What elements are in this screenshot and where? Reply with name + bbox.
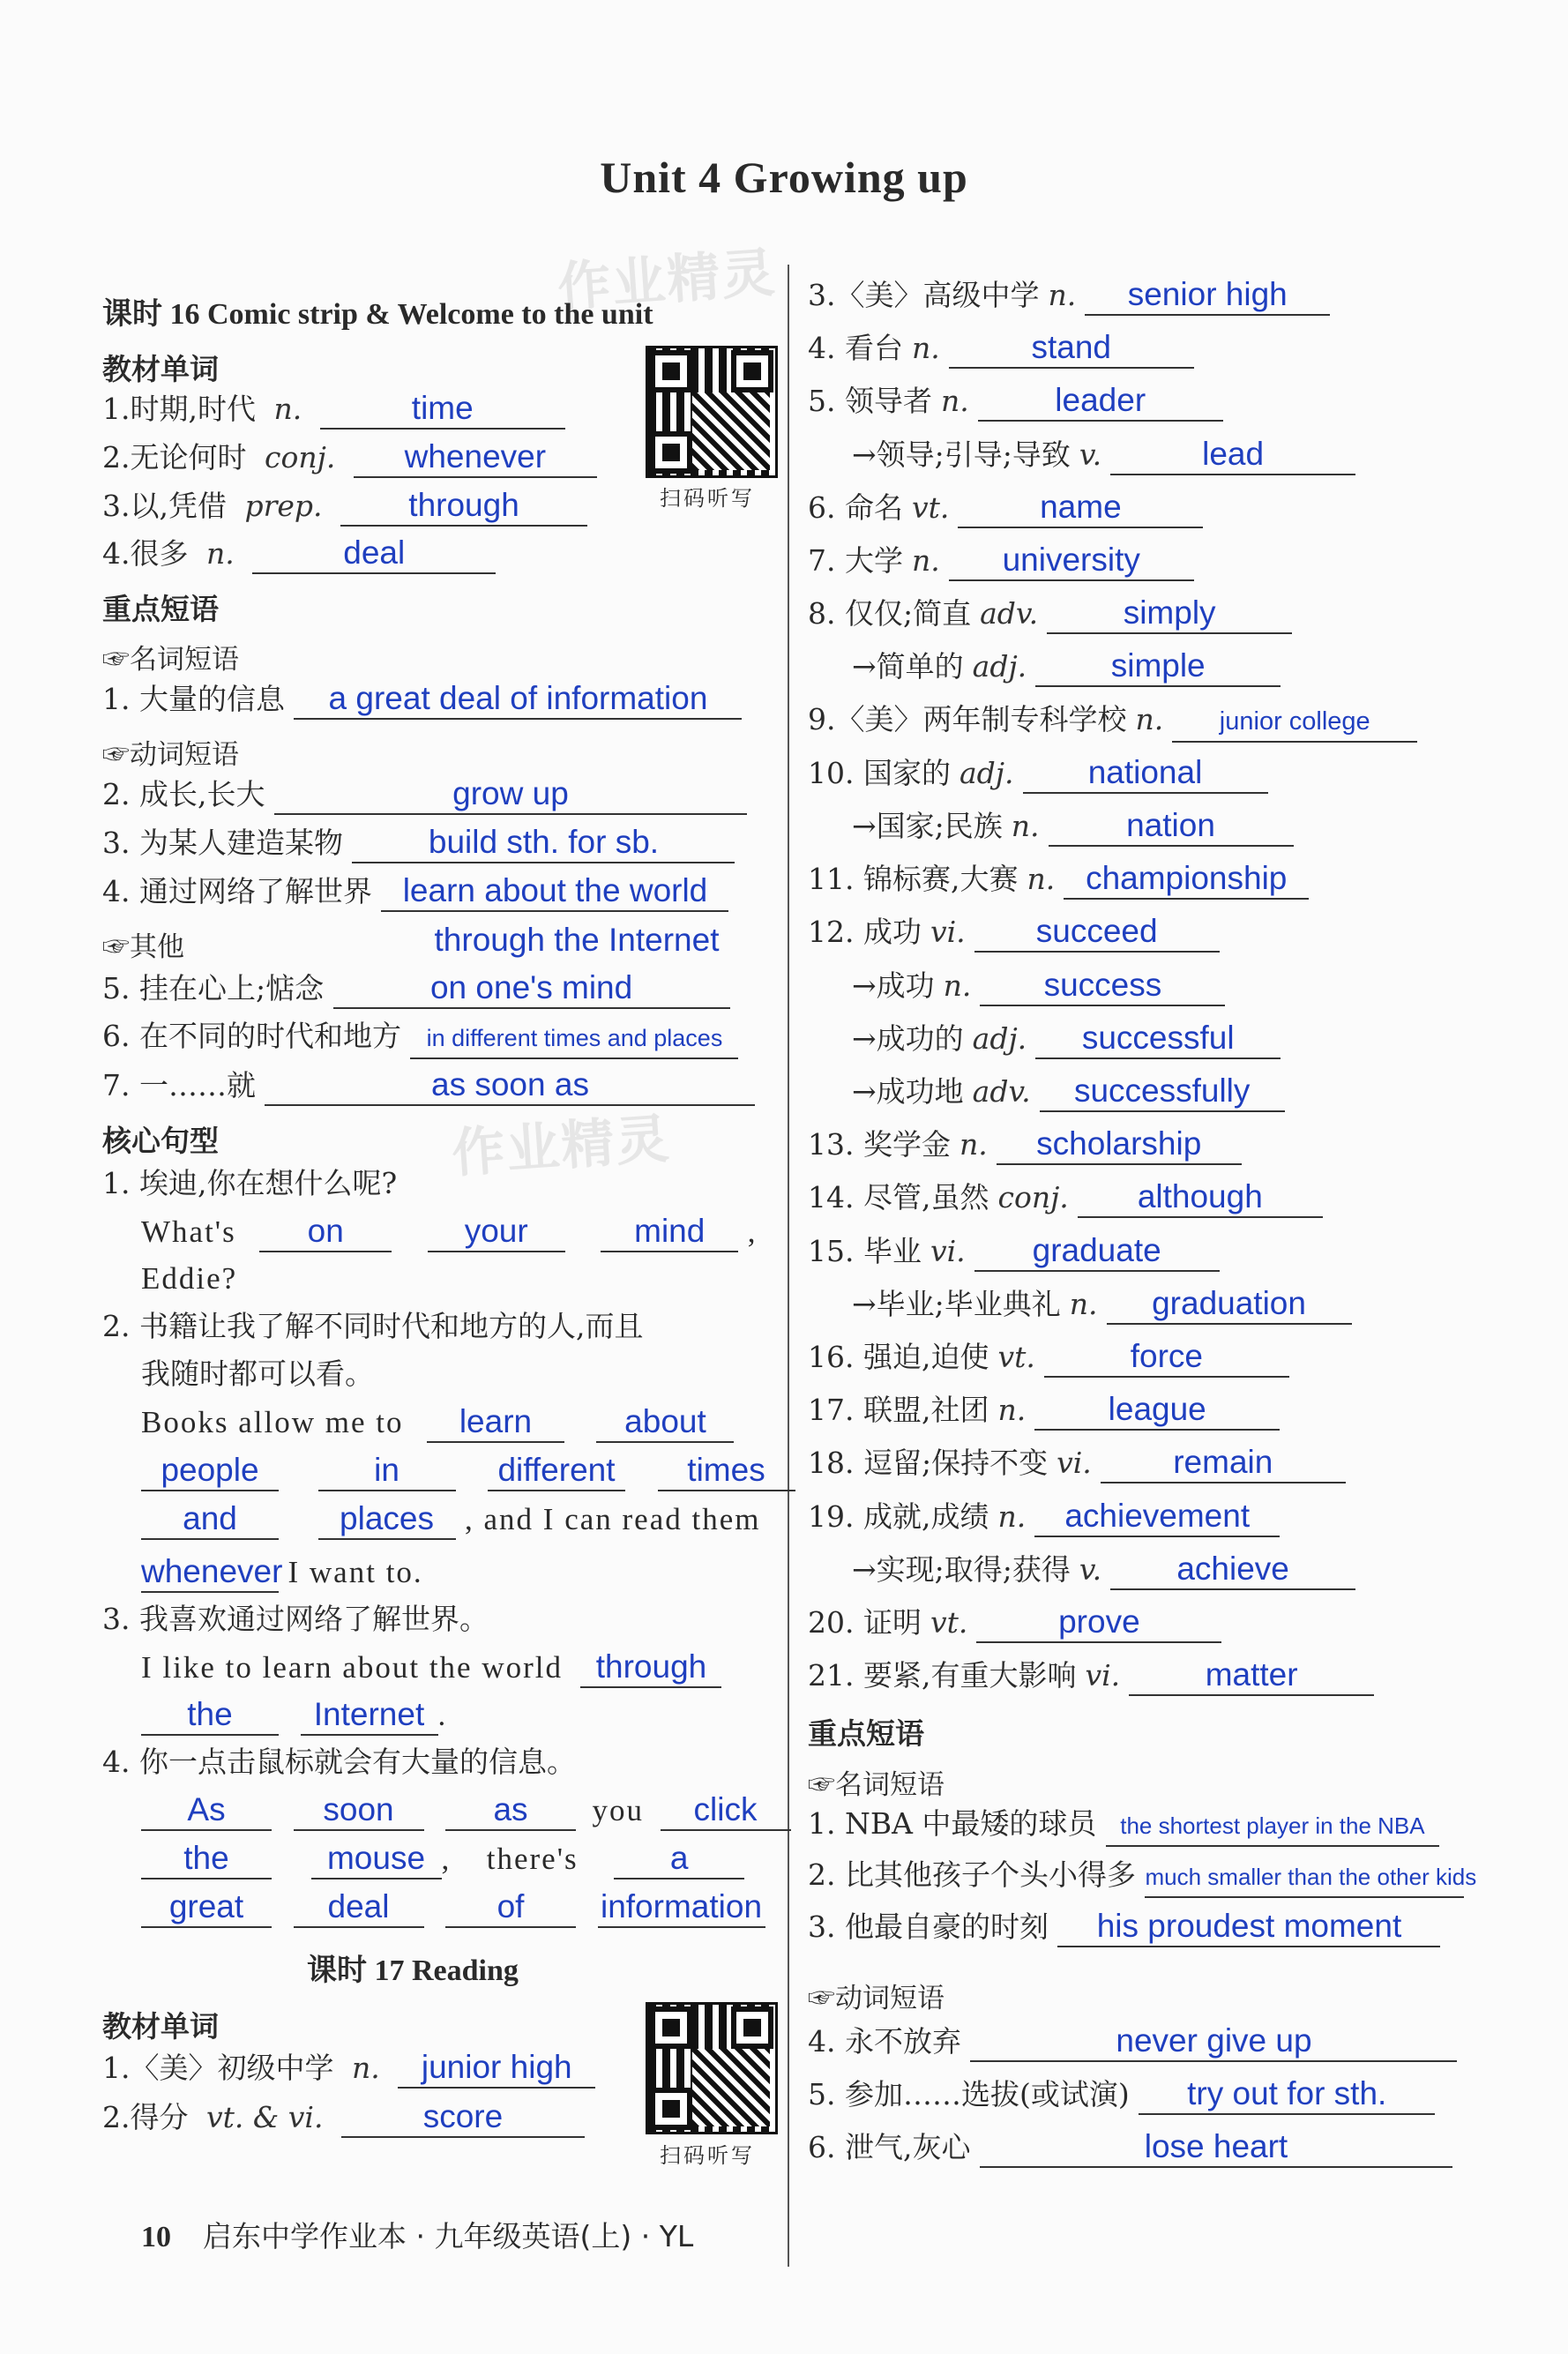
sentence-1-en: What's on your mind , bbox=[141, 1212, 757, 1252]
answer-blank[interactable]: name bbox=[958, 488, 1203, 528]
vocab-item: 3.〈美〉高级中学 n. senior high bbox=[808, 275, 1330, 316]
vocab-derived-item: →领导;引导;导致 v. lead bbox=[852, 435, 1355, 475]
phrase-item: 5. 参加……选拔(或试演) try out for sth. bbox=[808, 2074, 1435, 2115]
answer-blank[interactable]: university bbox=[949, 541, 1194, 581]
answer-blank[interactable]: lose heart bbox=[980, 2127, 1452, 2168]
answer-blank[interactable]: successfully bbox=[1040, 1072, 1285, 1112]
answer-blank[interactable]: as bbox=[445, 1790, 576, 1831]
vocab-item: 9.〈美〉两年制专科学校 n. junior college bbox=[808, 700, 1417, 743]
page-number: 10 bbox=[141, 2221, 171, 2253]
vocab-item: 2.无论何时 conj. whenever bbox=[102, 437, 597, 478]
answer-blank[interactable]: simply bbox=[1047, 594, 1292, 634]
phrase-item: 3. 他最自豪的时刻 his proudest moment bbox=[808, 1907, 1440, 1947]
answer-blank[interactable]: deal bbox=[294, 1887, 424, 1928]
column-divider bbox=[788, 265, 789, 2267]
page-footer bbox=[141, 2214, 693, 2255]
answer-blank[interactable]: Internet bbox=[301, 1695, 438, 1736]
answer-blank[interactable]: through the Internet bbox=[434, 922, 720, 958]
vocab-item: 2.得分 vt. & vi. score bbox=[102, 2097, 585, 2138]
answer-blank[interactable]: championship bbox=[1064, 859, 1309, 900]
sentence-1-en-cont: Eddie? bbox=[141, 1261, 238, 1296]
unit-title: Unit 4 Growing up bbox=[600, 153, 968, 202]
watermark: 作业精灵 bbox=[450, 1108, 673, 1185]
vocab-item: 12. 成功 vi. succeed bbox=[808, 912, 1220, 953]
watermark: 作业精灵 bbox=[556, 242, 779, 319]
sentence-2-zh: 2. 书籍让我了解不同时代和地方的人,而且 bbox=[102, 1309, 644, 1343]
phrase-item-cont bbox=[402, 921, 751, 960]
answer-blank[interactable]: junior college bbox=[1172, 702, 1417, 743]
answer-blank[interactable]: soon bbox=[294, 1790, 424, 1831]
answer-blank[interactable]: people bbox=[141, 1451, 279, 1491]
answer-blank[interactable]: mouse bbox=[311, 1839, 442, 1879]
answer-blank[interactable]: great bbox=[141, 1887, 272, 1928]
sentence-4-zh: 4. 你一点击鼠标就会有大量的信息。 bbox=[102, 1745, 576, 1779]
answer-blank[interactable]: As bbox=[141, 1790, 272, 1831]
answer-blank[interactable]: matter bbox=[1129, 1655, 1374, 1696]
vocab-item: 20. 证明 vt. prove bbox=[808, 1603, 1221, 1643]
vocab-item: 19. 成就,成绩 n. achievement bbox=[808, 1497, 1280, 1537]
answer-blank[interactable]: deal bbox=[252, 534, 496, 574]
vocab-derived-item: →成功地 adv. successfully bbox=[852, 1072, 1285, 1112]
answer-blank[interactable]: never give up bbox=[970, 2021, 1457, 2062]
vocab-item: 18. 逗留;保持不变 vi. remain bbox=[808, 1443, 1346, 1483]
phrase-item: 1. 大量的信息 a great deal of information bbox=[102, 679, 742, 720]
answer-blank[interactable]: succeed bbox=[974, 912, 1220, 953]
vocab-item: 1.时期,时代 n. time bbox=[102, 389, 565, 430]
answer-blank[interactable]: prove bbox=[976, 1603, 1221, 1643]
answer-blank[interactable]: achievement bbox=[1034, 1497, 1280, 1537]
answer-blank[interactable]: through bbox=[580, 1648, 721, 1688]
answer-blank[interactable]: about bbox=[596, 1402, 734, 1443]
answer-blank[interactable]: although bbox=[1078, 1177, 1323, 1218]
answer-blank[interactable]: a great deal of information bbox=[294, 679, 742, 720]
vocab-derived-item: →简单的 adj. simple bbox=[852, 646, 1281, 687]
answer-blank[interactable]: whenever bbox=[354, 437, 597, 478]
answer-blank[interactable]: remain bbox=[1101, 1443, 1346, 1483]
sentence-4-en: As soon as you click bbox=[141, 1790, 791, 1831]
answer-blank[interactable]: the bbox=[141, 1839, 272, 1879]
answer-blank[interactable]: force bbox=[1044, 1337, 1289, 1378]
vocab-item: 5. 领导者 n. leader bbox=[808, 381, 1223, 422]
answer-blank[interactable]: league bbox=[1034, 1390, 1280, 1431]
answer-blank[interactable]: successful bbox=[1035, 1019, 1281, 1059]
phrase-item: 7. 一……就 as soon as bbox=[102, 1065, 755, 1106]
phrase-title: 重点短语 bbox=[102, 592, 219, 626]
qr-code[interactable] bbox=[646, 2002, 778, 2134]
phrase-item: 2. 比其他孩子个头小得多 much smaller than the other kids bbox=[808, 1856, 1464, 1898]
vocab-derived-item: →毕业;毕业典礼 n. graduation bbox=[852, 1284, 1352, 1325]
sentence-3-zh: 3. 我喜欢通过网络了解世界。 bbox=[102, 1602, 489, 1636]
answer-blank[interactable]: score bbox=[341, 2097, 585, 2138]
answer-blank[interactable]: mind bbox=[601, 1212, 738, 1252]
sentence-2-en: Books allow me to learn about bbox=[141, 1402, 734, 1443]
lesson-16-heading: 课时 16 Comic strip & Welcome to the unit bbox=[102, 298, 653, 331]
vocab-title: 教材单词 bbox=[102, 352, 219, 386]
phrase-title: 重点短语 bbox=[808, 1716, 924, 1751]
vocab-item: 4.很多 n. deal bbox=[102, 534, 496, 574]
sentence-4-en-cont bbox=[141, 1887, 765, 1928]
vocab-derived-item: →国家;民族 n. nation bbox=[852, 806, 1294, 847]
answer-blank[interactable]: success bbox=[980, 966, 1225, 1006]
answer-blank[interactable]: a bbox=[614, 1839, 744, 1879]
sentence-4-en-cont: the mouse , there's a bbox=[141, 1839, 744, 1879]
answer-blank[interactable]: try out for sth. bbox=[1139, 2074, 1435, 2115]
answer-blank[interactable]: senior high bbox=[1085, 275, 1330, 316]
vocab-item: 16. 强迫,迫使 vt. force bbox=[808, 1337, 1289, 1378]
answer-blank[interactable]: time bbox=[320, 389, 565, 430]
answer-blank[interactable]: build sth. for sb. bbox=[352, 823, 735, 863]
phrase-item: 6. 泄气,灰心 lose heart bbox=[808, 2127, 1452, 2168]
answer-blank[interactable]: leader bbox=[978, 381, 1223, 422]
answer-blank[interactable]: and bbox=[141, 1499, 279, 1540]
answer-blank[interactable]: nation bbox=[1049, 806, 1294, 847]
vocab-item: 6. 命名 vt. name bbox=[808, 488, 1203, 528]
sentence-title: 核心句型 bbox=[102, 1124, 219, 1158]
answer-blank[interactable]: national bbox=[1023, 753, 1268, 794]
answer-blank[interactable]: the shortest player in the NBA bbox=[1106, 1806, 1439, 1847]
phrase-item: 6. 在不同的时代和地方 in different times and places bbox=[102, 1017, 738, 1059]
answer-blank[interactable]: of bbox=[445, 1887, 576, 1928]
answer-blank[interactable]: whenever bbox=[141, 1552, 279, 1593]
answer-blank[interactable]: as soon as bbox=[265, 1065, 755, 1106]
sentence-2-en-cont bbox=[141, 1451, 795, 1491]
vocab-item: 13. 奖学金 n. scholarship bbox=[808, 1125, 1242, 1165]
vocab-derived-item: →实现;取得;获得 v. achieve bbox=[852, 1550, 1355, 1590]
answer-blank[interactable]: times bbox=[658, 1451, 795, 1491]
sentence-3-en: I like to learn about the world through bbox=[141, 1648, 721, 1688]
vocab-item: 21. 要紧,有重大影响 vi. matter bbox=[808, 1655, 1374, 1696]
vocab-item: 15. 毕业 vi. graduate bbox=[808, 1231, 1220, 1272]
answer-blank[interactable]: his proudest moment bbox=[1057, 1907, 1440, 1947]
other-label: ☞其他 bbox=[102, 931, 184, 963]
answer-blank[interactable]: achieve bbox=[1110, 1550, 1355, 1590]
phrase-item: 5. 挂在心上;惦念 on one's mind bbox=[102, 968, 730, 1009]
answer-blank[interactable]: in bbox=[318, 1451, 456, 1491]
phrase-item: 2. 成长,长大 grow up bbox=[102, 774, 747, 815]
answer-blank[interactable]: learn about the world bbox=[381, 871, 728, 912]
answer-blank[interactable]: on bbox=[259, 1212, 392, 1252]
answer-blank[interactable]: learn bbox=[427, 1402, 564, 1443]
answer-blank[interactable]: your bbox=[428, 1212, 565, 1252]
answer-blank[interactable]: on one's mind bbox=[333, 968, 730, 1009]
noun-phrase-label: ☞名词短语 bbox=[808, 1769, 945, 1801]
sentence-2-en-cont: and places , and I can read them bbox=[141, 1499, 760, 1540]
verb-phrase-label: ☞动词短语 bbox=[102, 739, 239, 771]
vocab-item: 1.〈美〉初级中学 n. junior high bbox=[102, 2048, 595, 2089]
lesson-17-heading: 课时 17 Reading bbox=[307, 1954, 519, 1987]
qr-caption: 扫码听写 bbox=[660, 2143, 755, 2168]
answer-blank[interactable]: the bbox=[141, 1695, 279, 1736]
answer-blank[interactable]: grow up bbox=[274, 774, 747, 815]
verb-phrase-label: ☞动词短语 bbox=[808, 1983, 945, 2014]
answer-blank[interactable]: through bbox=[340, 486, 587, 527]
qr-code[interactable] bbox=[646, 346, 778, 478]
vocab-derived-item: →成功的 adj. successful bbox=[852, 1019, 1281, 1059]
answer-blank[interactable]: stand bbox=[949, 328, 1194, 369]
answer-blank[interactable]: scholarship bbox=[997, 1125, 1242, 1165]
book-title: 启东中学作业本 · 九年级英语(上) · YL bbox=[203, 2219, 694, 2253]
sentence-2-zh-cont: 我随时都可以看。 bbox=[141, 1356, 374, 1391]
vocab-item: 7. 大学 n. university bbox=[808, 541, 1194, 581]
answer-blank[interactable]: click bbox=[661, 1790, 791, 1831]
sentence-1-zh: 1. 埃迪,你在想什么呢? bbox=[102, 1166, 398, 1200]
vocab-item: 8. 仅仅;简直 adv. simply bbox=[808, 594, 1292, 634]
phrase-item: 4. 永不放弃 never give up bbox=[808, 2021, 1457, 2062]
phrase-item: 4. 通过网络了解世界 learn about the world bbox=[102, 871, 728, 912]
noun-phrase-label: ☞名词短语 bbox=[102, 644, 239, 676]
vocab-item: 14. 尽管,虽然 conj. although bbox=[808, 1177, 1323, 1218]
answer-blank[interactable]: information bbox=[598, 1887, 765, 1928]
answer-blank[interactable]: lead bbox=[1110, 435, 1355, 475]
answer-blank[interactable]: places bbox=[318, 1499, 456, 1540]
qr-caption: 扫码听写 bbox=[660, 486, 755, 511]
answer-blank[interactable]: much smaller than the other kids bbox=[1145, 1857, 1464, 1898]
vocab-derived-item: →成功 n. success bbox=[852, 966, 1225, 1006]
sentence-2-en-cont: whenever I want to. bbox=[141, 1552, 423, 1593]
vocab-title: 教材单词 bbox=[102, 2009, 219, 2044]
vocab-item: 11. 锦标赛,大赛 n. championship bbox=[808, 859, 1309, 900]
sentence-3-en-cont: the Internet . bbox=[141, 1695, 447, 1736]
answer-blank[interactable]: in different times and places bbox=[410, 1019, 738, 1059]
vocab-item: 17. 联盟,社团 n. league bbox=[808, 1390, 1280, 1431]
answer-blank[interactable]: different bbox=[488, 1451, 625, 1491]
vocab-item: 4. 看台 n. stand bbox=[808, 328, 1194, 369]
phrase-item: 3. 为某人建造某物 build sth. for sb. bbox=[102, 823, 735, 863]
phrase-item: 1. NBA 中最矮的球员 the shortest player in the NBA bbox=[808, 1805, 1439, 1847]
vocab-item: 3.以,凭借 prep. through bbox=[102, 486, 587, 527]
answer-blank[interactable]: junior high bbox=[398, 2048, 595, 2089]
answer-blank[interactable]: simple bbox=[1035, 646, 1281, 687]
vocab-item: 10. 国家的 adj. national bbox=[808, 753, 1268, 794]
answer-blank[interactable]: graduate bbox=[974, 1231, 1220, 1272]
answer-blank[interactable]: graduation bbox=[1107, 1284, 1352, 1325]
